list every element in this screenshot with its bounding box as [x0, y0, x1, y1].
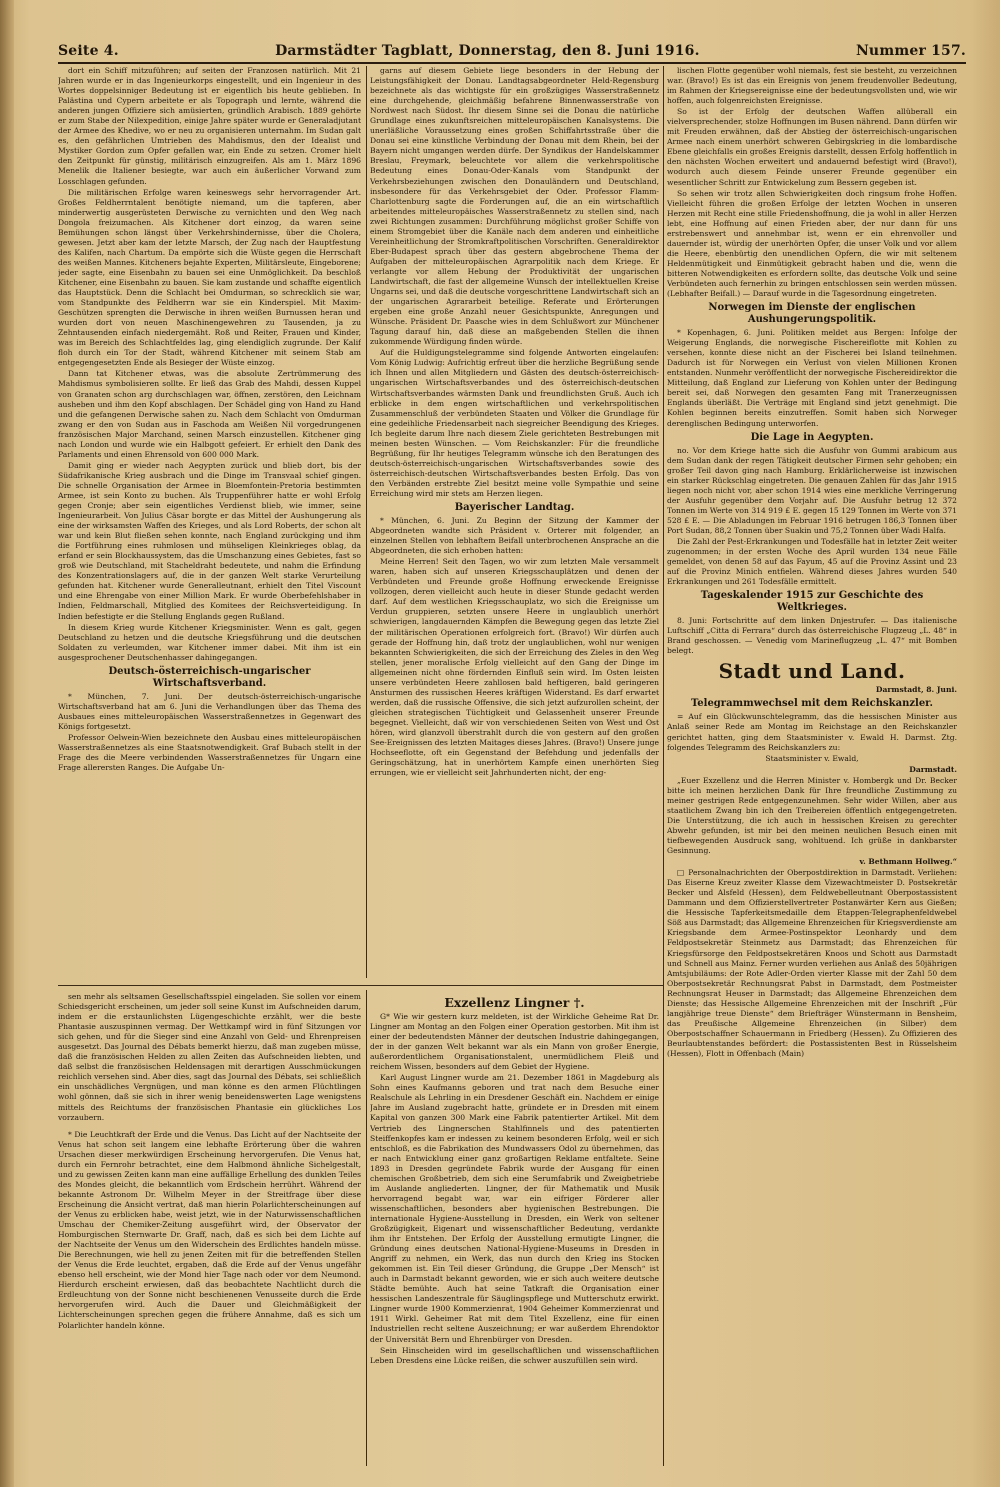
page-header [58, 40, 966, 62]
telegram-address: Staatsminister v. Ewald, [765, 753, 859, 763]
column-2 [370, 66, 659, 981]
column-rule-2 [663, 66, 664, 1466]
article-heading: Deutsch-österreichisch-ungarischer Wirtschaftsverband. [108, 665, 311, 689]
calendar-entry: 8. Juni: Fortschritte auf dem linken Dnjestrufer. — Das italienische Luftschiff „Citta di Ferrara“ durch das österreichische Flugzeug „L. 48“ in Brand geschossen. — Venedig vom Marineflugzeug „L. 47“ mit Bomben belegt. [667, 616, 957, 656]
section-rule [58, 985, 663, 986]
page-fold-shadow [0, 0, 14, 1487]
obituary-heading: Exzellenz Lingner †. [444, 995, 585, 1010]
column-1 [58, 66, 361, 981]
article-paragraph: So sehen wir trotz allen Schwierigkeiten doch ringsum frohe Hoffen. Vielleicht führen die großen Erfolge der letzten Wochen in unseren Herzen mit Recht eine stille Friedenshoffnung, die ja wohl in aller Herzen lebt, eine Hoffnung auf einen Frieden aber, der nur dann für uns erstrebenswert und annehmbar ist, wenn er ein ehrenvoller und dauernder ist, würdig der unerhörten Opfer, die unser Volk und vor allem die Heere, ebenbürtig den unendlichen Opfern, die wir mit seltenem Heldenmütigkeit und Einmütigkeit gebracht haben und die, wenn die bitteren Notwendigkeiten es erfordern sollte, das deutsche Volk und seine Verbündeten auch fernerhin zu bringen entschlossen sein werden müssen. (Lebhafter Beifall.) — Darauf wurde in die Tagesordnung eingetreten. [667, 188, 957, 299]
telegram-text: „Euer Exzellenz und die Herren Minister v. Hombergk und Dr. Becker bitte ich meinen herzlichen Dank für Ihre freundliche Zustimmung zu meiner gestrigen Rede entgegenzunehmen. Sehr wider Willen, aber aus staatlichem Zwang bin ich den Treibereien öffentlich entgegengetreten. Die Unterstützung, die ich auch in hessischen Kreisen zu gerechter Abwehr gefunden, ist mir bei den meinen neulichen Besuch einen mit tiefbewegenden Ausdruck sang, wohltuend. Ich grüße in dankbarster Gesinnung. [667, 775, 957, 856]
issue-number: Nummer 157. [855, 43, 966, 59]
article-paragraph: no. Vor dem Kriege hatte sich die Ausfuhr von Gummi arabicum aus dem Sudan dank der regen Tätigkeit deutscher Firmen sehr gehoben; ein großer Teil davon ging nach Hamburg. Erklärlicherweise ist inzwischen ein starker Rückschlag eingetreten. Die genauen Zahlen für das Jahr 1915 liegen noch nicht vor, aber schon 1914 wies eine merkliche Verringerung der Ausfuhr gegenüber dem Vorjahr auf. Die Ausfuhr betrug 12 372 Tonnen im Werte von 314 919 £ E. gegen 15 129 Tonnen im Werte von 371 528 £ E. — Die Abladungen im Februar 1916 betrugen 186,3 Tonnen über Port Sudan, 88,2 Tonnen über Suakin und 75,2 Tonnen über Wadi Halfa. [667, 445, 957, 535]
article-paragraph: garns auf diesem Gebiete liege besonders in der Hebung der Leistungsfähigkeit der Donau. Landtagsabgeordneter Held-Regensburg bezeichnete als das wichtigste für ein großzügiges Wasserstraßennetz eine durchgehende, gleichmäßig befahrene Binnenwasserstraße von Nordwest nach Südost. Ihr diesem Sinne sei die Donau die natürliche Grundlage eines zukunftsreichen mitteleuropäischen Kanalsystems. Die unerläßliche Voraussetzung eines großen Schiffahrtsstraße über die Donau sei eine künstliche Verbindung der Donau mit dem Rhein, bei der Bayern nicht umgangen werden dürfe. Der Syndikus der Handelskammer Breslau, Freymark, beleuchtete vor allem die verkehrspolitische Bedeutung eines Donau-Oder-Kanals vom Standpunkt der Verkehrsbeziehungen zwischen den Donauländern und Deutschland, insbesondere für das Verkehrsgebiet der Oder. Professor Flamm-Charlottenburg sagte die Forderungen auf, die an ein wirtschaftlich arbeitendes mitteleuropäisches Wasserstraßennetz zu stellen sind, nach zwei Richtungen zusammen: Durchführung möglichst großer Schiffe von einem Stromgebiet über die Kanäle nach dem anderen und einheitliche Vereinheitlichung der Stromkraftpolitischen Vorschriften. Generaldirektor Eber-Budapest sprach über das gestern abgebrochene Thema der Aufgaben der mitteleuropäischen Agrarpolitik nach dem Kriege. Er verlangte vor allem Hebung der Produktivität der ungarischen Landwirtschaft, die fast der allgemeine Wunsch der intellektuellen Kreise Ungarns sei, und daß die deutsche vorgeschrittene Landwirtschaft sich an der ungarischen Agrararbeit beteilige. Referate und Erörterungen ergeben eine große Anzahl neuer Gesichtspunkte, Anregungen und Wünsche. Präsident Dr. Paasche wies in dem Schlußwort zur Münchener Tagung darauf hin, daß diese an maßgebenden Stellen die ihnen zukommende Würdigung finden würde. [370, 66, 659, 347]
obituary-column [370, 992, 659, 1466]
feuilleton-column [58, 992, 361, 1466]
article-heading: Die Lage in Aegypten. [750, 431, 874, 443]
article-heading: Bayerischer Landtag. [454, 502, 575, 514]
article-paragraph: Die Zahl der Pest-Erkrankungen und Todesfälle hat in letzter Zeit weiter zugenommen; in der ersten Woche des April wurden 134 neue Fälle gemeldet, von denen 58 auf das Fayum, 45 auf die Provinz Assint und 23 auf die Provinz Minich entfielen. Während dieses Jahres wurden 540 Erkrankungen und 261 Todesfälle ermittelt. [667, 536, 957, 587]
article-paragraph: Auf die Huldigungstelegramme sind folgende Antworten eingelaufen: Vom König Ludwig: Aufrichtig erfreut über die herzliche Begrüßung sende ich Ihnen und allen Mitgliedern und Gästen des deutsch-österreichisch-ungarischen Wirtschaftsverbandes und des österreichisch-deutschen Wirtschaftsverbandes wärmsten Dank und freundlichsten Gruß. Auch ich erblicke in dem engen wirtschaftlichen und verkehrspolitischen Zusammenschluß der verbündeten Staaten und Völker die Grundlage für eine gedeihliche Friedensarbeit nach siegreicher Beendigung des Krieges. Ich begleite darum Ihre nach diesem Ziele gerichteten Bestrebungen mit meinen besten Wünschen. — Vom Reichskanzler: Für die freundliche Begrüßung, für Ihr heutiges Telegramm wünsche ich den Beratungen des deutsch-österreichisch-ungarischen Wirtschaftsverbandes sowie des österreichisch-deutschen Wirtschaftsverbandes besten Erfolg. Das von den Verbänden erstrebte Ziel besitzt meine volle Sympathie und seine Erreichung wird mir stets am Herzen liegen. [370, 348, 659, 498]
feuilleton-paragraph: sen mehr als seltsamen Gesellschaftsspiel eingeladen. Sie sollen vor einem Schiedsgericht erscheinen, um jeder soll seine Kunst im Aufschneiden darum, indem er die erstaunlichsten Lügengeschichte erzählt, wer die beste Phantasie auszuspinnen vermag. Der Wettkampf wird in fünf Sitzungen vor sich gehen, und für die Sieger sind eine Anzahl von Geld- und Ehrenpreisen ausgesetzt. Das Journal des Débats bemerkt hierzu, daß man zugeben müsse, daß die französischen Helden zu allen Zeiten das Aufschneiden liebten, und daß selbst die französischen Heldensagen mit derartigen Ausschmückungen reichlich versehen sind. Aber dies, sagt das Journal des Débats, sei schließlich ein unschädliches Vergnügen, und man könne es den armen Flüchtlingen wohl gönnen, daß sie sich in ihrer wenig beneidenswerten Lage wenigstens mittels des Reichtums der französischen Phantasie ein glückliches Los vorzaubern. [58, 992, 361, 1122]
kitchener-paragraph: Damit ging er wieder nach Aegypten zurück und blieb dort, bis der Südafrikanische Krieg ausbrach und die Dinge im Transvaal schief gingen. Die schnelle Organisation der Armee in Bloemfontein-Pretoria bestimmten Armee, ist sein Konto zu buchen. Als Truppenführer hatte er wohl Erfolg gegen Cronje; aber sein eigentliches Verdienst blieb, wie immer, seine Ingenieurarbeit. Von Julius Cäsar borgte er das Mittel der Aushungerung als eine der wirksamsten Waffen des Krieges, und als Lord Roberts, der schon alt war und kein Blut fließen sehen konnte, nach England zurückging und ihm die Fortführung eines ruhmlosen und mühseligen Kleinkrieges oblag, da erfand er sein Blockhaussystem, das die Umschanzung eines Gebietes, fast so groß wie Deutschland, mit Stacheldraht bedeutete, und nahm die Erfindung des Konzentrationslagers auf, die in der ganzen Welt starke Verurteilung gefunden hat. Kitchener wurde Generalleutnant, erhielt den Titel Viscount und eine Ehrengabe von einer Million Mark. Er wurde Oberbefehlshaber in Indien, Feldmarschall, Mitglied des Komitees der Reichsverteidigung. In Indien befestigte er die Stellung Englands gegen Rußland. [58, 460, 361, 621]
kitchener-paragraph: In diesem Krieg wurde Kitchener Kriegsminister. Wenn es galt, gegen Deutschland zu hetzen und die deutsche Kriegsführung und die deutschen Soldaten zu verleumden, war Kitchener immer dabei. Mit ihm ist ein ausgesprochener Deutschenhasser dahingegangen. [58, 622, 361, 662]
article-paragraph: Meine Herren! Seit den Tagen, wo wir zum letzten Male versammelt waren, haben sich auf unseren Kriegsschauplätzen und denen der Verbündeten und Freunde große Hoffnung erweckende Ereignisse vollzogen, deren vielleicht auch heute in dieser Stunde gedacht werden darf. Auf dem westlichen Kriegsschauplatz, wo sich die Ereignisse um Verdun gruppieren, setzten unsere Heere in unglaublich unerhört schwierigen, langdauernden Kämpfen die Bewegung gegen das letzte Ziel der militärischen Operationen erfolgreich fort. (Bravo!) Wir dürfen auch gerade der Hoffnung hin, daß trotz der unglaublichen, wohl nur wenigen bekannten Schwierigkeiten, die sich der Erreichung des Zieles in den Weg stellen, jener moralische Erfolg vielleicht auf den Gang der Dinge im allgemeinen nicht ohne fördernden Einfluß sein wird. Im Osten leisten unsere verbündeten Heere zahllosen bald heftigeren, bald geringeren Ansturmen des russischen Heeres kräftigen Widerstand. Es darf erwartet werden, daß die russische Offensive, die sich jetzt aufzurollen scheint, der gleichen strategischen Tüchtigkeit und Gelassenheit unserer Freunde begegnet. Vielleicht, daß wir von verschiedenen Seiten von West und Ost hören, wird glanzvoll überstrahlt durch die von gestern auf den großen See-Ereignissen des letzten Maitages dieses Jahres. (Bravo!) Unsere junge Hochseeflotte, oft ein Gegenstand der Befehdung und jedenfalls der Geringschätzung, hat in unerhörtem Kampfe einen unerhörten Sieg errungen, wie er vielleicht seit Jahrhunderten nicht, der eng- [370, 557, 659, 778]
dateline: Darmstadt, 8. Juni. [875, 685, 957, 695]
kitchener-paragraph: Dann tat Kitchener etwas, was die absolute Zertrümmerung des Mahdismus symbolisieren sollte. Er ließ das Grab des Mahdi, dessen Kuppel von Granaten schon arg durchschlagen war, öffnen, zerstören, den Leichnam ausheben und ihm den Kopf abschlagen. Der Schädel ging von Hand zu Hand und die gefangenen Derwische sahen zu. Nach dem Schlacht von Omdurman zwang er den von Sudan aus in Faschoda am Weißen Nil vorgedrungenen französischen Major Marchand, seinen Marsch einzustellen. Kitchener ging nach London und wurde wie ein Halbgott gefeiert. Er erhielt den Dank des Parlaments und einen Ehrensold von 600 000 Mark. [58, 369, 361, 459]
kitchener-paragraph: Die militärischen Erfolge waren keineswegs sehr hervorragender Art. Großes Feldherrntalent benötigte niemand, um die tapferen, aber minderwertig ausgerüsteten Derwische zu vernichten und den Weg nach Dongola freizumachen. Als Kitchener dort einzog, da waren seine Bemühungen schon längst über Verkehrshindernisse, über die Cholera, gewesen. Jetzt aber kam der letzte Marsch, der Zug nach der Hauptfestung des Kalifen, nach Chartum. Da empörte sich die Wüste gegen die Herrschaft des weißen Mannes. Kitcheners bejahte Experten, Militärsleute, Eingeborene; jeder sagte, eine Eisenbahn zu bauen sei eine Unmöglichkeit. Da beschloß Kitchener, eine Eisenbahn zu bauen. Sie kam zustande und schaffte eigentlich das Hauptstück. Denn die Schlacht bei Omdurman, so schrecklich sie war, vom Standpunkte des Feldherrn war sie ein Kinderspiel. Mit Maxim-Geschützen sprengten die Derwische in ihren weißen Burnussen heran und wurden dort von neuen Maschinengewehren zu Tausenden, ja zu Zehntausenden einfach niedergemäht. Roß und Reiter, Frauen und Kinder, was im Bereich des Schlachtfeldes lag, ging elendiglich zugrunde. Der Kalif floh durch ein Tor der Stadt, während Kitchener mit seinem Stab am entgegengesetzten Ende als Besieger der Wüste einzog. [58, 187, 361, 368]
column-3 [667, 66, 957, 1466]
kitchener-paragraph: dort ein Schiff mitzuführen; auf seiten der Franzosen natürlich. Mit 21 Jahren wurde er in das Ingenieurkorps eingestellt, und ein Ingenieur in des Wortes doppelsinniger Bedeutung ist er eigentlich bis heute geblieben. In Palästina und Cypern arbeitete er als Topograph und lernte, während die anderen jungen Offiziere sich amüsierten, gründlich Arabisch. 1889 gehörte er zum Stabe der Nilexpedition, einige Jahre später wurde er Generaladjutant der Armee des Khedive, wo er neu zu organisieren unternahm. Im Sudan galt es, den gefährlichen Umtrieben des Mahdismus, den der Idealist und Mystiker Gordon zum Opfer gefallen war, ein Ende zu setzen. Cromer hielt den Zeitpunkt für günstig, militärisch einzugreifen. Als am 1. März 1896 Menelik die Italiener besiegte, war auch ein äußerlicher Vorwand zum Losschlagen gefunden. [58, 66, 361, 186]
article-paragraph: lischen Flotte gegenüber wohl niemals, fest sie besteht, zu verzeichnen war. (Bravo!) Es ist das ein Ereignis von jenem freudenvoller Bedeutung, im Rahmen der Kriegsereignisse eine der bedeutungsvollsten und, wie wir hoffen, auch folgenreichsten Ereignisse. [667, 66, 957, 106]
obituary-paragraph: Karl August Lingner wurde am 21. Dezember 1861 in Magdeburg als Sohn eines Kaufmanns geboren und trat nach dem Besuche einer Realschule als Lehrling in ein Dresdener Geschäft ein. Nachdem er einige Jahre im Ausland zugebracht hatte, gründete er in Dresden mit einem Kapital von ganzen 300 Mark eine Fabrik patentierter Artikel. Mit dem Vertrieb des Lingnerschen Stahlfinnels und des patentierten Steiffenkopfes kam er indessen zu keinem besonderen Erfolg, weil er sich entschloß, es die Fabrikation des Mundwassers Odol zu übernehmen, das er nach Entwicklung einer ganz großartigen Reklame entfaltete. Seine 1893 in Dresden gegründete Fabrik wurde der Ausgang für einen chemischen Großbetrieb, dem sich eine Serumfabrik und Zweigbetriebe im Auslande angliederten. Lingner, der für Mathematik und Musik hervorragend begabt war, war ein eifriger Förderer aller wissenschaftlichen, besonders aber hygienischen Bestrebungen. Die internationale Hygiene-Ausstellung in Dresden, ein Werk von seltener Großzügigkeit, Eigenart und wissenschaftlicher Bedeutung, verdankte ihm ihr Entstehen. Der Erfolg der Ausstellung ermutigte Lingner, die Gründung eines deutschen National-Hygiene-Museums in Dresden in Angriff zu nehmen, ein Werk, das nun durch den Krieg ins Stocken gekommen ist. Ein Teil dieser Gründung, die Gruppe „Der Mensch“ ist auch in Darmstadt bekannt geworden, wie er sich auch weitere deutsche Städte bemühte. Auch hat seine Tatkraft die Organisation einer hessischen Landeszentrale für Säuglingspflege und Mutterschutz erwirkt. Lingner wurde 1900 Kommerzienrat, 1904 Geheimer Kommerzienrat und 1911 Wirkl. Geheimer Rat mit dem Titel Exzellenz, eine für einen Industriellen recht seltene Auszeichnung; er war außerdem Ehrendoktor der Universität Bern und Ehrenbürger von Dresden. [370, 1073, 659, 1344]
section-title: Stadt und Land. [718, 659, 906, 684]
article-paragraph: Professor Oelwein-Wien bezeichnete den Ausbau eines mitteleuropäischen Wasserstraßennetzes als eine Staatsnotwendigkeit. Graf Bubach stellt in der Frage des die Meere verbindenden Wasserstraßennetzes für Ungarn eine Frage allerersten Ranges. Die Aufgabe Un- [58, 732, 361, 773]
obituary-paragraph: Sein Hinscheiden wird im gesellschaftlichen und wissenschaftlichen Leben Dresdens eine Lücke reißen, die schwer auszufüllen sein wird. [370, 1345, 659, 1365]
article-paragraph: So ist der Erfolg der deutschen Waffen allüberall ein vielversprechender, stolze Hoffnungen im Busen nährend. Dann dürfen wir mit Freuden erwähnen, daß der Abstieg der österreichisch-ungarischen Armee nach einem unerhört schweren Gebirgskrieg in die lombardische Ebene gleichfalls ein großes Ereignis darstellt, dessen Erfolg hoffentlich in den nächsten Wochen erweitert und andauernd befestigt wird (Bravo!), wodurch auch diesem Feinde unserer Freunde gegenüber ein wesentlicher Schritt zur Entwickelung zum Bessern gegeben ist. [667, 107, 957, 187]
column-rule-1 [366, 66, 367, 978]
page-number: Seite 4. [58, 43, 119, 59]
article-heading: Norwegen im Dienste der englischen Aushungerungspolitik. [708, 302, 916, 326]
telegram-signature: v. Bethmann Hollweg.“ [859, 857, 957, 867]
article-paragraph: * Kopenhagen, 6. Juni. Politiken meldet aus Bergen: Infolge der Weigerung Englands, die norwegische Fischereiflotte mit Kohlen zu versehen, konnte diese nicht an der Fischerei bei Island teilnehmen. Dadurch ist für Norwegen ein Verlust von vielen Millionen Kronen entstanden. Nunmehr veröffentlicht der norwegische Fischereidirektor die Mitteilung, daß England zur Lieferung von Kohlen unter der Bedingung bereit sei, daß Norwegen den gesamten Fang mit Tranerzeugnissen Englands überläßt. Die Verträge mit England sind jetzt genehmigt. Die Kohlen beginnen bereits einzutreffen. Somit haben sich Norweger derenglischen Bedingung unterworfen. [667, 328, 957, 428]
column-rule-3 [366, 990, 367, 1466]
obituary-paragraph: G* Wie wir gestern kurz meldeten, ist der Wirkliche Geheime Rat Dr. Lingner am Montag an den Folgen einer Operation gestorben. Mit ihm ist einer der bedeutendsten Männer der deutschen Industrie dahingegangen, der in der ganzen Welt bekannt war als ein Mann von großer Energie, außerordentlichem Organisationstalent, unermüdlichem Fleiß und reichem Wissen, besonders auf dem Gebiet der Hygiene. [370, 1012, 659, 1072]
masthead-line: Darmstädter Tagblatt, Donnerstag, den 8. Juni 1916. [275, 43, 700, 59]
article-paragraph: * München, 7. Juni. Der deutsch-österreichisch-ungarische Wirtschaftsverband hat am 6. Juni die Verhandlungen über das Thema des Ausbaues eines mitteleuropäischen Wasserstraßennetzes in Gegenwart des Königs fortgesetzt. [58, 691, 361, 731]
article-paragraph: □ Personalnachrichten der Oberpostdirektion in Darmstadt. Verliehen: Das Eiserne Kreuz zweiter Klasse dem Vizewachtmeister D. Postsekretär Becker und Alsfeld (Hessen), dem Feldwebelleutnant Oberpostassistent Dammann und dem Offizierstellvertreter Postanwärter Kern aus Gießen; die Hessische Tapferkeitsmedaille dem Etappen-Telegraphenfeldwebel Söß aus Darmstadt; das Allgemeine Ehrenzeichen für Kriegsverdienste am Kriegsbande dem Armee-Postinspektor Leonhardy und dem Feldpostsekretär Steinmetz aus Darmstadt; das Ehrenzeichen für Kriegsfürsorge den Feldpostsekretären Knoos und Schott aus Darmstadt und Schnell aus Mainz. Ferner wurden verliehen aus Anlaß des 50jährigen Amtsjubiläums: der Rote Adler-Orden vierter Klasse mit der Zahl 50 dem Oberpostsekretär Rechnungsrat Pabst in Darmstadt, dem Postmeister Rechnungsrat Heuser in Darmstadt; das Allgemeine Ehrenzeichen dem Dienste; das Hessische Allgemeine Ehrenzeichen mit der Inschrift „Für langjährige treue Dienste“ dem Briefträger Wünstermann in Bensheim, das Preußische Allgemeine Ehrenzeichen (in Silber) dem Oberpostschaffner Schauermann in Friedberg (Hessen). Zu Offizieren des Beurlaubtenstandes befördert: die Postassistenten Best in Rüsselsheim (Hessen), Flott in Offenbach (Main) [667, 868, 957, 1058]
feuilleton-paragraph: * Die Leuchtkraft der Erde und die Venus. Das Licht auf der Nachtseite der Venus hat schon seit langem eine lebhafte Erörterung über die wahren Ursachen dieser merkwürdigen Erscheinung hervorgerufen. Die Venus hat, durch ein Fernrohr betrachtet, eine dem Halbmond ähnliche Sichelgestalt, und zu gewissen Zeiten kann man eine auffällige Erhellung des dunklen Teiles des Mondes gleicht, die bekanntlich vom Erdschein herrührt. Während der bekannte Astronom Dr. Wilhelm Meyer in der Streitfrage über diese Erscheinung die Ansicht vertrat, daß man hierin Polarlichterscheinungen auf der Venus zu erblicken habe, weist jetzt, wie in der Naturwissenschaftlichen Umschau der Chemiker-Zeitung ausgeführt wird, der Observator der Homburgischen Sternwarte Dr. Graff, nach, daß es sich bei dem Lichte auf der Nachtseite der Venus um den Widerschein des Erdlichtes handeln müsse. Die Berechnungen, wie hell zu jenen Zeiten mit für die betreffenden Stellen der Venus die Erde leuchtet, ergaben, daß die Erde auf der Venus ungefähr ebenso hell erscheint, wie der Mond hier Tage nach oder vor dem Neumond. Hierdurch erscheint erwiesen, daß das beobachtete Nachtlicht durch die Erdleuchtung von der Sonne nicht beschienenen Venusseite durch die Erde hervorgerufen wird. Auch die Dauer und Gleichmäßigkeit der Lichterscheinungen sprechen gegen die frühere Annahme, daß es sich um Polarlichter handeln könne. [58, 1129, 361, 1330]
calendar-heading: Tageskalender 1915 zur Geschichte des Weltkrieges. [700, 590, 924, 614]
article-heading: Telegrammwechsel mit dem Reichskanzler. [690, 698, 934, 710]
telegram-address-city: Darmstadt. [909, 764, 957, 774]
article-paragraph: * München, 6. Juni. Zu Beginn der Sitzung der Kammer der Abgeordneten wandte sich Präsident v. Orterer mit folgender, an einzelnen Stellen von lebhaftem Beifall unterbrochenen Ansprache an die Abgeordneten, die sich erhoben hatten: [370, 516, 659, 556]
header-rule [58, 62, 966, 64]
article-paragraph: = Auf ein Glückwunschtelegramm, das die hessischen Minister aus Anlaß seiner Rede am Montag im Reichstage an den Reichskanzler gerichtet hatten, ging dem Staatsminister v. Ewald H. Darmst. Ztg. folgendes Telegramm des Reichskanzlers zu: [667, 712, 957, 752]
